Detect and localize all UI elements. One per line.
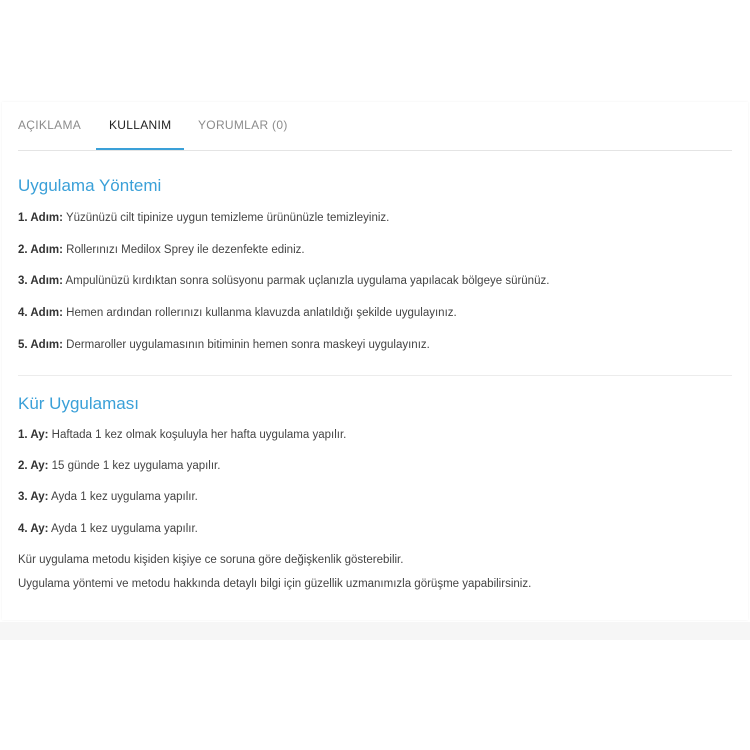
- step-label: 3. Adım:: [18, 275, 63, 287]
- step-label: 2. Adım:: [18, 244, 63, 256]
- tab-kullanim[interactable]: KULLANIM: [96, 102, 184, 150]
- step-text: Hemen ardından rollerınızı kullanma klavuzda anlatıldığı şekilde uygulayınız.: [62, 307, 457, 319]
- tab-bar: [18, 102, 732, 151]
- method-step-4: [18, 307, 457, 319]
- cure-note-1: Kür uygulama metodu kişiden kişiye ce soruna göre değişkenlik gösterebilir.: [18, 554, 404, 566]
- cure-title: Kür Uygulaması: [18, 394, 139, 413]
- month-label: 1. Ay:: [18, 429, 49, 441]
- method-step-2: [18, 244, 305, 256]
- step-text: Ampulünüzü kırdıktan sonra solüsyonu parmak uçlanızla uygulama yapılacak bölgeye sürünüz.: [62, 275, 550, 287]
- cure-month-4: [18, 523, 198, 535]
- step-label: 5. Adım:: [18, 339, 63, 351]
- section-divider: [18, 375, 732, 376]
- method-step-5: [18, 339, 430, 351]
- month-label: 4. Ay:: [18, 523, 49, 535]
- product-details-panel: [2, 102, 748, 620]
- step-text: Dermaroller uygulamasının bitiminin hemen sonra maskeyi uygulayınız.: [62, 339, 430, 351]
- cure-month-2: [18, 460, 220, 472]
- month-text: Haftada 1 kez olmak koşuluyla her hafta uygulama yapılır.: [48, 429, 347, 441]
- month-text: 15 günde 1 kez uygulama yapılır.: [48, 460, 221, 472]
- step-text: Yüzünüzü cilt tipinize uygun temizleme ürününüzle temizleyiniz.: [62, 212, 390, 224]
- step-label: 1. Adım:: [18, 212, 63, 224]
- step-label: 4. Adım:: [18, 307, 63, 319]
- method-step-3: [18, 275, 549, 287]
- month-label: 2. Ay:: [18, 460, 49, 472]
- panel-bottom-strip: [0, 622, 750, 640]
- month-text: Ayda 1 kez uygulama yapılır.: [48, 491, 198, 503]
- cure-month-3: [18, 491, 198, 503]
- method-title: Uygulama Yöntemi: [18, 176, 162, 195]
- month-text: Ayda 1 kez uygulama yapılır.: [48, 523, 198, 535]
- step-text: Rollerınızı Medilox Sprey ile dezenfekte ediniz.: [62, 244, 305, 256]
- month-label: 3. Ay:: [18, 491, 49, 503]
- method-step-1: [18, 212, 389, 224]
- cure-month-1: [18, 429, 346, 441]
- cure-note-2: Uygulama yöntemi ve metodu hakkında detaylı bilgi için güzellik uzmanımızla görüşme yapabilirsiniz.: [18, 578, 532, 590]
- tab-yorumlar[interactable]: YORUMLAR (0): [198, 118, 288, 132]
- tab-aciklama[interactable]: AÇIKLAMA: [18, 118, 82, 132]
